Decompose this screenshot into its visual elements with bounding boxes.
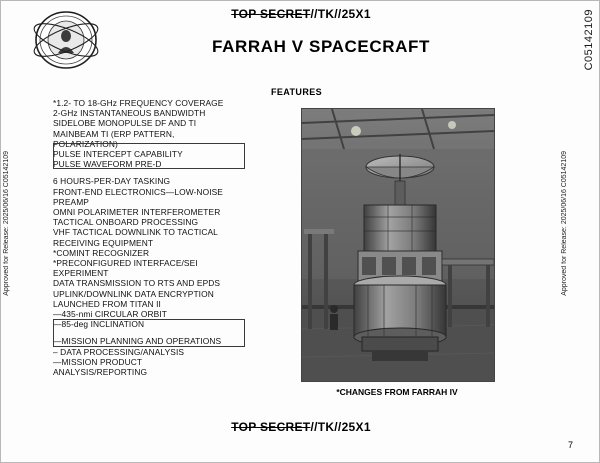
declass-stamp-right-text: Approved for Release: 2025/06/16 C05142109 (561, 151, 568, 296)
features-line: 2-GHz INSTANTANEOUS BANDWIDTH (53, 108, 206, 119)
document-id: C05142109 (583, 9, 595, 71)
features-line: LAUNCHED FROM TITAN II (53, 298, 161, 309)
classification-top-rest: //TK//25X1 (310, 7, 371, 21)
features-line: EXPERIMENT (53, 268, 109, 279)
nro-seal-icon (23, 9, 109, 71)
features-line: RECEIVING EQUIPMENT (53, 237, 154, 248)
features-line: TACTICAL ONBOARD PROCESSING (53, 217, 199, 228)
features-line: DATA TRANSMISSION TO RTS AND EPDS (53, 278, 221, 289)
features-line: FRONT-END ELECTRONICS—LOW-NOISE (53, 186, 223, 197)
spacecraft-photo (301, 108, 495, 382)
features-line: ANALYSIS/REPORTING (53, 367, 148, 378)
features-line: OMNI POLARIMETER INTERFEROMETER (53, 207, 221, 218)
features-line: *1.2- TO 18-GHz FREQUENCY COVERAGE (53, 98, 224, 108)
features-line: VHF TACTICAL DOWNLINK TO TACTICAL (53, 227, 218, 238)
features-line: —85-deg INCLINATION (53, 319, 145, 330)
features-line: —MISSION PLANNING AND OPERATIONS (53, 336, 222, 347)
photo-caption: *CHANGES FROM FARRAH IV (336, 387, 458, 397)
classification-top-struck: TOP SECRET (231, 7, 311, 21)
page-title: FARRAH V SPACECRAFT (212, 37, 430, 56)
declass-stamp-left-text: Approved for Release: 2025/06/16 C05142109 (3, 151, 10, 296)
features-line: 6 HOURS-PER-DAY TASKING (53, 176, 171, 187)
features-line: PULSE WAVEFORM PRE-D (53, 159, 162, 170)
redaction-box-lower (53, 319, 245, 347)
features-line-spacer (53, 169, 243, 176)
classification-banner-bottom (1, 420, 600, 434)
features-line: – DATA PROCESSING/ANALYSIS (53, 346, 185, 357)
features-line: UPLINK/DOWNLINK DATA ENCRYPTION (53, 288, 214, 299)
features-line: MAINBEAM TI (ERP PATTERN, (53, 128, 175, 139)
classification-bottom-rest: //TK//25X1 (310, 420, 371, 434)
declass-stamp-right (561, 151, 568, 296)
declass-stamp-left (3, 151, 10, 296)
features-line: *COMINT RECOGNIZER (53, 247, 150, 258)
features-line: —435-nmi CIRCULAR ORBIT (53, 309, 167, 320)
redaction-box-upper (53, 143, 245, 169)
features-line: PULSE INTERCEPT CAPABILITY (53, 149, 183, 160)
features-line: —MISSION PRODUCT (53, 356, 143, 367)
features-line: POLARIZATION) (53, 138, 118, 149)
features-label: FEATURES (271, 87, 323, 97)
features-line: *PRECONFIGURED INTERFACE/SEI (53, 258, 198, 269)
classification-bottom-struck: TOP SECRET (231, 420, 311, 434)
features-line: PREAMP (53, 196, 89, 207)
features-line: SIDELOBE MONOPULSE DF AND TI (53, 118, 197, 129)
page-number: 7 (567, 440, 573, 450)
